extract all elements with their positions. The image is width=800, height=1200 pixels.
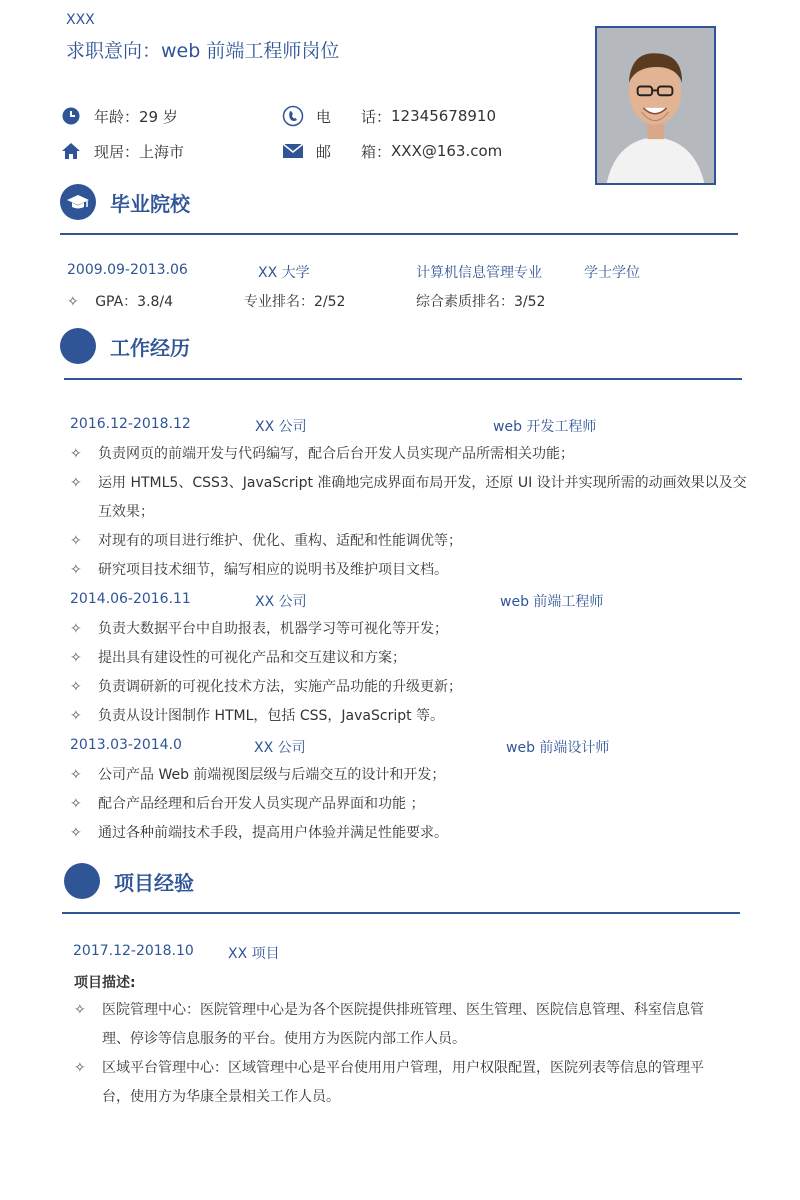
phone-row: 电 话： 12345678910 — [282, 105, 496, 127]
job-company: XX 公司 — [255, 419, 307, 435]
job-role: web 开发工程师 — [493, 419, 597, 435]
job-item: ✧ 负责网页的前端开发与代码编写，配合后台开发人员实现产品所需相关功能； — [70, 440, 750, 469]
mail-icon — [282, 140, 304, 162]
resume-name: XXX — [66, 12, 95, 28]
edu-gpa-row — [67, 291, 173, 311]
bullet-mark: ✧ — [74, 1002, 86, 1018]
residence-row: 现居： 上海市 — [60, 140, 184, 162]
bullet-mark: ✧ — [70, 650, 82, 666]
job-item: ✧ 负责大数据平台中自助报表，机器学习等可视化等开发； — [70, 615, 750, 644]
job-item: ✧ 研究项目技术细节，编写相应的说明书及维护项目文档。 — [70, 556, 750, 585]
email-value: XXX@163.com — [391, 142, 503, 160]
project-desc-label: 项目描述: — [74, 975, 136, 991]
graduation-cap-icon — [60, 184, 96, 220]
job-period: 2014.06-2016.11 — [70, 591, 191, 607]
job-item: ✧ 通过各种前端技术手段，提高用户体验并满足性能要求。 — [70, 819, 750, 848]
bullet-mark: ✧ — [70, 796, 82, 812]
project-header — [64, 863, 194, 899]
phone-icon — [282, 105, 304, 127]
job-period: 2016.12-2018.12 — [70, 416, 191, 432]
project-item: ✧ 区域平台管理中心：区域管理中心是平台使用用户管理，用户权限配置，医院列表等信息的管理平台，使用方为华康全景相关工作人员。 — [74, 1054, 724, 1112]
job-item: ✧ 配合产品经理和后台开发人员实现产品界面和功能 ； — [70, 790, 750, 819]
job-intent: 求职意向：web 前端工程师岗位 — [66, 40, 340, 62]
education-title: 毕业院校 — [110, 191, 190, 216]
bullet-mark: ✧ — [70, 562, 82, 578]
job-company: XX 公司 — [254, 740, 306, 756]
email-row: 邮 箱： XXX@163.com — [282, 140, 502, 162]
age-row: 年龄： 29 岁 — [60, 105, 178, 127]
job-item: ✧ 运用 HTML5、CSS3、JavaScript 准确地完成界面布局开发，还原 UI 设计并实现所需的动画效果以及交互效果； — [70, 469, 750, 527]
bullet-mark: ✧ — [70, 446, 82, 462]
edu-major: 计算机信息管理专业 — [416, 265, 542, 281]
work-divider — [64, 378, 742, 380]
edu-period: 2009.09-2013.06 — [67, 262, 188, 278]
profile-photo — [595, 26, 716, 185]
project-title: 项目经验 — [114, 870, 194, 895]
job-item: ✧ 对现有的项目进行维护、优化、重构、适配和性能调优等； — [70, 527, 750, 556]
edu-gpa: GPA：3.8/4 — [95, 294, 174, 310]
edu-rank: 专业排名：2/52 — [244, 294, 346, 310]
section-dot — [64, 863, 100, 899]
home-icon — [60, 140, 82, 162]
job-item: ✧ 负责调研新的可视化技术方法，实施产品功能的升级更新； — [70, 673, 750, 702]
edu-overall-rank: 综合素质排名：3/52 — [416, 294, 546, 310]
bullet-mark: ✧ — [70, 825, 82, 841]
clock-icon — [60, 105, 82, 127]
education-header — [60, 184, 190, 220]
bullet-mark: ✧ — [70, 533, 82, 549]
section-dot — [60, 328, 96, 364]
phone-value: 12345678910 — [391, 107, 496, 125]
job-role: web 前端工程师 — [500, 594, 604, 610]
age-value: 29 岁 — [139, 107, 178, 126]
project-item: ✧ 医院管理中心：医院管理中心是为各个医院提供排班管理、医生管理、医院信息管理、科室信息管理、停诊等信息服务的平台。使用方为医院内部工作人员。 — [74, 996, 724, 1054]
project-divider — [62, 912, 740, 914]
bullet-mark: ✧ — [70, 708, 82, 724]
residence-value: 上海市 — [139, 142, 185, 161]
job-item: ✧ 提出具有建设性的可视化产品和交互建议和方案； — [70, 644, 750, 673]
bullet-mark: ✧ — [70, 475, 82, 491]
bullet-mark: ✧ — [70, 621, 82, 637]
edu-school: XX 大学 — [258, 265, 310, 281]
project-name: XX 项目 — [228, 946, 280, 962]
edu-degree: 学士学位 — [584, 265, 640, 281]
job-period: 2013.03-2014.0 — [70, 737, 182, 753]
job-role: web 前端设计师 — [506, 740, 610, 756]
project-period: 2017.12-2018.10 — [73, 943, 194, 959]
bullet-mark: ✧ — [67, 294, 79, 310]
job-item: ✧ 负责从设计图制作 HTML，包括 CSS，JavaScript 等。 — [70, 702, 750, 731]
bullet-mark: ✧ — [70, 767, 82, 783]
work-title: 工作经历 — [110, 335, 190, 360]
job-company: XX 公司 — [255, 594, 307, 610]
bullet-mark: ✧ — [74, 1060, 86, 1076]
education-divider — [60, 233, 738, 235]
bullet-mark: ✧ — [70, 679, 82, 695]
job-item: ✧ 公司产品 Web 前端视图层级与后端交互的设计和开发； — [70, 761, 750, 790]
work-header — [60, 328, 190, 364]
